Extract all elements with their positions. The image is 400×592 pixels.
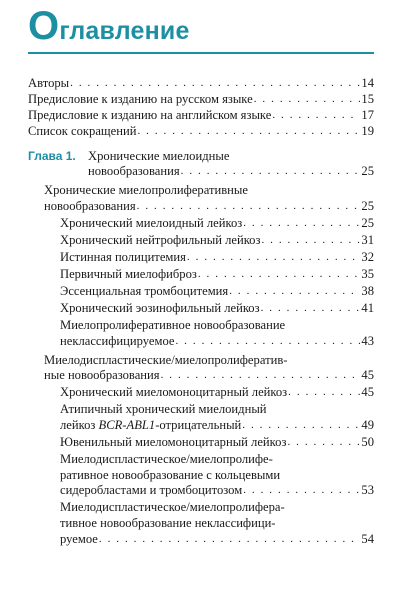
toc-entry-jmml[interactable] xyxy=(28,435,374,451)
section-title-line2: ные новообразования xyxy=(44,368,160,383)
chapter-label: Глава 1. xyxy=(28,148,76,163)
entry-page: 53 xyxy=(361,483,374,498)
entry-title: Хронический миеломоноцитарный лейкоз xyxy=(60,385,288,400)
section-title-line1: Хронические миелопролиферативные xyxy=(44,183,248,198)
entry-title: Авторы xyxy=(28,76,70,90)
leader-dots xyxy=(288,385,360,401)
leader-dots xyxy=(70,76,360,92)
entry-page: 17 xyxy=(361,108,374,123)
toc-entry-acml[interactable] xyxy=(28,402,374,433)
entry-page: 15 xyxy=(361,92,374,107)
leader-dots xyxy=(198,267,361,283)
entry-page: 43 xyxy=(361,333,374,348)
leader-dots xyxy=(181,164,361,180)
toc-entry-cel[interactable] xyxy=(28,301,374,317)
heading-initial: О xyxy=(28,4,60,48)
entry-page: 49 xyxy=(361,417,374,432)
entry-title: Истинная полицитемия xyxy=(60,249,186,264)
entry-title: Список сокращений xyxy=(28,124,137,139)
entry-title-line1: Миелодиспластическое/миелопролифе- xyxy=(60,452,273,467)
toc-section-mds-mpn[interactable] xyxy=(28,353,374,384)
leader-dots xyxy=(161,368,361,384)
entry-page: 41 xyxy=(361,301,374,316)
toc-entry-authors[interactable] xyxy=(28,76,374,92)
leader-dots xyxy=(242,418,360,434)
toc-chapter-1[interactable] xyxy=(28,149,374,180)
toc-entry-cnl[interactable] xyxy=(28,233,374,249)
toc-entry-cml[interactable] xyxy=(28,216,374,232)
entry-title-line3: сидеробластами и тромбоцитозом xyxy=(60,483,243,498)
leader-dots xyxy=(137,124,360,140)
leader-dots xyxy=(243,483,360,499)
toc-entry-preface-ru[interactable] xyxy=(28,92,374,108)
entry-page: 19 xyxy=(361,124,374,139)
entry-title: Первичный миелофиброз xyxy=(60,267,197,282)
entry-page: 50 xyxy=(361,434,374,449)
table-of-contents xyxy=(28,76,374,547)
toc-entry-cmml[interactable] xyxy=(28,385,374,401)
entry-page: 54 xyxy=(361,531,374,546)
entry-title-line2: ративное новообразование с кольцевыми xyxy=(60,467,281,482)
entry-title-line3: руемое xyxy=(60,531,98,546)
toc-section-mpn[interactable] xyxy=(28,183,374,214)
leader-dots xyxy=(272,108,360,124)
leader-dots xyxy=(261,301,361,317)
entry-page: 25 xyxy=(361,164,374,179)
leader-dots xyxy=(187,250,360,266)
toc-entry-abbreviations[interactable] xyxy=(28,124,374,140)
entry-page: 32 xyxy=(361,249,374,264)
entry-title-line1: Миелодиспластическое/миелопролифера- xyxy=(60,500,285,515)
entry-page: 25 xyxy=(361,198,374,213)
entry-title: Ювенильный миеломоноцитарный лейкоз xyxy=(60,434,287,449)
entry-page: 14 xyxy=(361,76,374,90)
toc-entry-mds-mpn-rs-t[interactable] xyxy=(28,452,374,499)
entry-title-pre: лейкоз xyxy=(60,417,99,432)
leader-dots xyxy=(261,233,360,249)
leader-dots xyxy=(243,216,360,232)
entry-title: Хронический миелоидный лейкоз xyxy=(60,215,243,230)
heading-rest: главление xyxy=(59,17,190,45)
entry-title: Хронический эозинофильный лейкоз xyxy=(60,301,260,316)
entry-title: Хронический нейтрофильный лейкоз xyxy=(60,232,261,247)
section-title-line2: новообразования xyxy=(44,198,136,213)
contents-heading xyxy=(28,4,190,49)
gene-name-italic: BCR-ABL1 xyxy=(98,417,156,432)
heading-rule xyxy=(28,52,374,54)
entry-page: 45 xyxy=(361,368,374,383)
leader-dots xyxy=(99,532,361,548)
section-title-line1: Миелодиспластические/миелопролифератив- xyxy=(44,352,288,367)
leader-dots xyxy=(254,92,361,108)
entry-title: Предисловие к изданию на английском языке xyxy=(28,108,272,123)
entry-title-line1: Атипичный хронический миелоидный xyxy=(60,402,267,417)
entry-title-line2: тивное новообразование неклассифици- xyxy=(60,515,276,530)
entry-title-line1: Миелопролиферативное новообразование xyxy=(60,318,286,333)
entry-page: 31 xyxy=(361,232,374,247)
entry-page: 45 xyxy=(361,385,374,400)
entry-page: 35 xyxy=(361,267,374,282)
entry-page: 25 xyxy=(361,215,374,230)
chapter-title-line2: новообразования xyxy=(88,164,180,179)
toc-entry-pv[interactable] xyxy=(28,250,374,266)
leader-dots xyxy=(229,284,360,300)
leader-dots xyxy=(137,199,361,215)
chapter-title-line1: Хронические миелоидные xyxy=(88,148,230,163)
leader-dots xyxy=(175,334,360,350)
toc-entry-mds-mpn-u[interactable] xyxy=(28,500,374,547)
entry-title-line2 xyxy=(60,418,241,434)
toc-entry-pmf[interactable] xyxy=(28,267,374,283)
toc-entry-preface-en[interactable] xyxy=(28,108,374,124)
leader-dots xyxy=(287,435,360,451)
entry-title: Эссенциальная тромбоцитемия xyxy=(60,284,229,299)
entry-page: 38 xyxy=(361,284,374,299)
toc-entry-mpn-u[interactable] xyxy=(28,318,374,349)
entry-title-post: -отрицательный xyxy=(155,417,242,432)
toc-entry-et[interactable] xyxy=(28,284,374,300)
entry-title: Предисловие к изданию на русском языке xyxy=(28,92,253,107)
entry-title-line2: неклассифицируемое xyxy=(60,333,175,348)
